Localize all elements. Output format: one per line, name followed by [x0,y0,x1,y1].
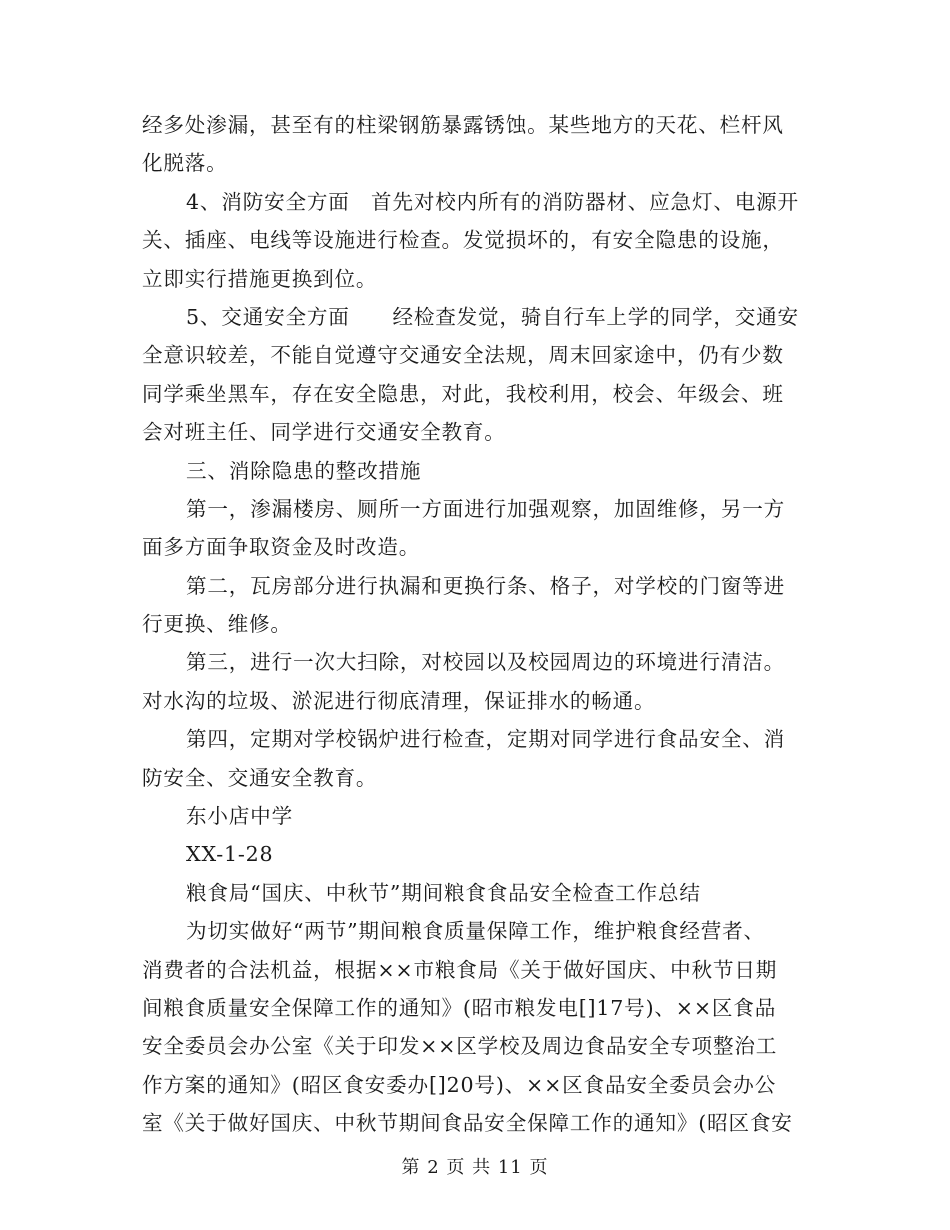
page-footer: 第 2 页 共 11 页 [401,1157,549,1178]
text-line: 对水沟的垃圾、淤泥进行彻底清理，保证排水的畅通。 [142,688,656,713]
text-line: 关、插座、电线等设施进行检查。发觉损坏的，有安全隐患的设施， [142,228,784,253]
text-line: 5、交通安全方面 经检查发觉，骑自行车上学的同学，交通安 [186,304,799,329]
text-line: 作方案的通知》(昭区食安委办[]20号)、××区食品安全委员会办公 [142,1072,777,1097]
text-line: XX-1-28 [186,842,274,867]
text-line: 消费者的合法机益，根据××市粮食局《关于做好国庆、中秋节日期 [142,957,778,982]
text-line: 第四，定期对学校锅炉进行检查，定期对同学进行食品安全、消 [186,727,786,752]
text-line: 东小店中学 [186,804,293,829]
text-line: 全意识较差，不能自觉遵守交通安全法规，周末回家途中，仍有少数 [142,343,784,368]
text-line: 面多方面争取资金及时改造。 [142,535,421,560]
text-line: 会对班主任、同学进行交通安全教育。 [142,420,506,445]
text-line: 三、消除隐患的整改措施 [186,458,422,483]
text-line: 第三，进行一次大扫除，对校园以及校园周边的环境进行清洁。 [186,650,786,675]
body-text [142,106,812,1143]
text-line: 室《关于做好国庆、中秋节期间食品安全保障工作的通知》(昭区食安 [142,1111,793,1136]
text-line: 行更换、维修。 [142,612,292,637]
text-line: 第一，渗漏楼房、厕所一方面进行加强观察，加固维修，另一方 [186,496,786,521]
text-line: 粮食局“国庆、中秋节”期间粮食食品安全检查工作总结 [186,880,701,905]
document-body [142,106,812,1143]
text-line: 同学乘坐黑车，存在安全隐患，对此，我校利用，校会、年级会、班 [142,381,784,406]
text-line: 立即实行措施更换到位。 [142,266,378,291]
text-line: 为切实做好“两节”期间粮食质量保障工作，维护粮食经营者、 [186,919,765,944]
text-line: 间粮食质量安全保障工作的通知》(昭市粮发电[]17号)、××区食品 [142,995,777,1020]
text-line: 化脱落。 [142,151,228,176]
text-line: 第二，瓦房部分进行执漏和更换行条、格子，对学校的门窗等进 [186,573,786,598]
text-line: 4、消防安全方面 首先对校内所有的消防器材、应急灯、电源开 [186,189,799,214]
text-line: 安全委员会办公室《关于印发××区学校及周边食品安全专项整治工 [142,1034,778,1059]
text-line: 防安全、交通安全教育。 [142,765,378,790]
text-line: 经多处渗漏，甚至有的柱梁钢筋暴露锈蚀。某些地方的天花、栏杆风 [142,113,784,137]
